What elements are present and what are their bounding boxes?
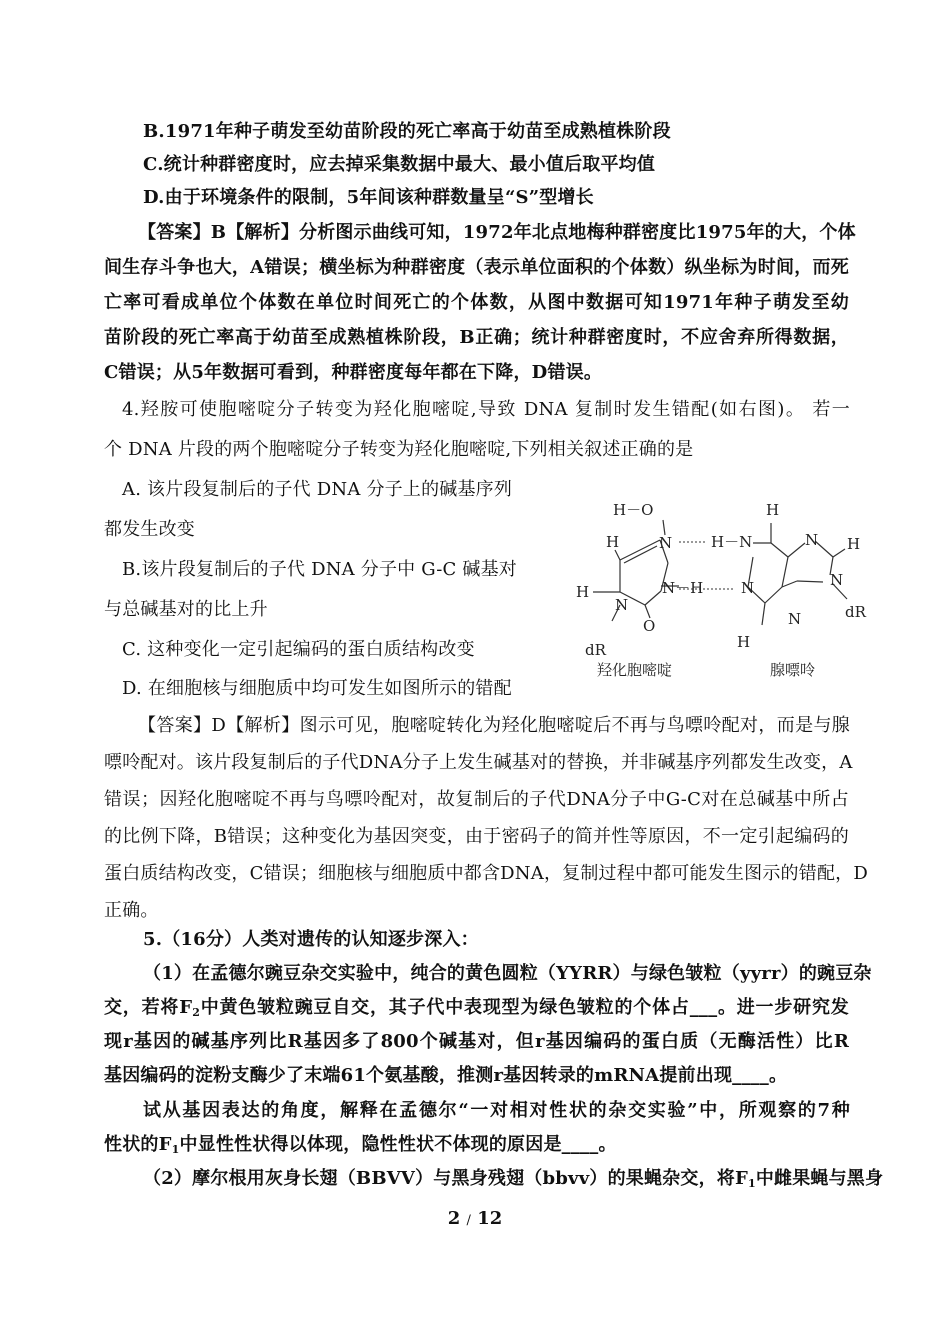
q5-part1-line-4: 基因编码的淀粉支酶少了末端61个氨基酸，推测r基因转录的mRNA提前出现____。 <box>104 1065 788 1086</box>
q5-part2-line-1: （2）摩尔根用灰身长翅（BBVV）与黑身残翅（bbvv）的果蝇杂交，将$F_1$中雌果蝇与黑身 <box>143 1168 884 1190</box>
svg-text:N: N <box>805 531 819 549</box>
q4-option-d-line: D. 在细胞核与细胞质中均可发生如图所示的错配 <box>122 678 512 699</box>
svg-text:N: N <box>659 534 673 552</box>
q4-option-a-line-1: A. 该片段复制后的子代 DNA 分子上的碱基序列 <box>122 479 513 500</box>
q5-part1-line-2: 交，若将$F_2$中黄色皱粒豌豆自交，其子代中表现型为绿色皱粒的个体占___。进一步研究发 <box>104 997 849 1019</box>
q4-option-b-line-1: B.该片段复制后的子代 DNA 分子中 G-C 碱基对 <box>122 559 517 580</box>
hydroxycytosine-label: 羟化胞嘧啶 <box>597 661 673 679</box>
svg-text:H－O: H－O <box>613 501 654 519</box>
base-pairing-diagram <box>565 495 870 685</box>
page-number: 2 / 12 <box>447 1208 503 1229</box>
question-5-heading: 5.（16分）人类对遗传的认知逐步深入： <box>143 929 479 950</box>
svg-text:H: H <box>847 535 861 553</box>
answer-3-line-2: 间生存斗争也大，A错误；横坐标为种群密度（表示单位面积的个体数）纵坐标为时间，而死 <box>104 257 849 278</box>
option-d-line: D.由于环境条件的限制，5年间该种群数量呈“S”型增长 <box>143 187 594 208</box>
svg-text:N: N <box>741 579 755 597</box>
q5-part1-line-1: （1）在孟德尔豌豆杂交实验中，纯合的黄色圆粒（YYRR）与绿色皱粒（yyrr）的豌豆杂 <box>143 963 872 984</box>
question-4-line-1: 4.羟胺可使胞嘧啶分子转变为羟化胞嘧啶,导致 DNA 复制时发生错配(如右图)。 若一 <box>122 399 850 420</box>
answer-3-line-4: 苗阶段的死亡率高于幼苗至成熟植株阶段，B正确；统计种群密度时，不应舍弃所得数据， <box>104 327 849 348</box>
svg-text:dR: dR <box>585 641 606 659</box>
svg-text:dR: dR <box>845 603 866 621</box>
q5-part1-line-3: 现r基因的碱基序列比R基因多了800个碱基对，但r基因编码的蛋白质（无酶活性）比R <box>104 1031 849 1052</box>
base-pairing-figure <box>565 495 870 685</box>
option-b-line: B.1971年种子萌发至幼苗阶段的死亡率高于幼苗至成熟植株阶段 <box>143 121 671 142</box>
answer-4-line-4: 的比例下降，B错误；这种变化为基因突变，由于密码子的简并性等原因，不一定引起编码的 <box>104 826 849 847</box>
option-c-line: C.统计种群密度时，应去掉采集数据中最大、最小值后取平均值 <box>143 154 656 175</box>
answer-4-line-3: 错误；因羟化胞嘧啶不再与鸟嘌呤配对，故复制后的子代DNA分子中G-C对在总碱基中所占 <box>104 789 849 810</box>
svg-text:O: O <box>643 617 656 635</box>
q4-option-c-line: C. 这种变化一定引起编码的蛋白质结构改变 <box>122 639 475 660</box>
q5-part1-line-6: 性状的$F_1$中显性性状得以体现，隐性性状不体现的原因是____。 <box>104 1134 617 1156</box>
q4-option-b-line-2: 与总碱基对的比上升 <box>104 599 268 620</box>
svg-text:N: N <box>788 610 802 628</box>
answer-3-line-3: 亡率可看成单位个体数在单位时间死亡的个体数，从图中数据可知1971年种子萌发至幼 <box>104 292 849 313</box>
svg-text:H: H <box>766 501 780 519</box>
answer-4-line-5: 蛋白质结构改变，C错误；细胞核与细胞质中都含DNA，复制过程中都可能发生图示的错配，D <box>104 863 868 884</box>
svg-text:N: N <box>830 571 844 589</box>
q5-part1-line-5: 试从基因表达的角度，解释在孟德尔“一对相对性状的杂交实验”中，所观察的7种 <box>143 1100 850 1121</box>
adenine-label: 腺嘌呤 <box>770 661 816 679</box>
svg-text:H: H <box>737 633 751 651</box>
answer-4-line-6: 正确。 <box>104 900 159 921</box>
svg-text:N: N <box>615 596 629 614</box>
svg-text:N－H: N－H <box>662 579 704 597</box>
q4-option-a-line-2: 都发生改变 <box>104 519 195 540</box>
answer-3-line-1: 【答案】B【解析】分析图示曲线可知，1972年北点地梅种群密度比1975年的大，个体 <box>138 222 856 243</box>
svg-text:H－N: H－N <box>711 533 753 551</box>
answer-3-line-5: C错误；从5年数据可看到，种群密度每年都在下降，D错误。 <box>104 362 603 383</box>
svg-text:H: H <box>576 583 590 601</box>
svg-text:H: H <box>606 533 620 551</box>
question-4-line-2: 个 DNA 片段的两个胞嘧啶分子转变为羟化胞嘧啶,下列相关叙述正确的是 <box>104 439 694 460</box>
answer-4-line-2: 嘌呤配对。该片段复制后的子代DNA分子上发生碱基对的替换，并非碱基序列都发生改变，A <box>104 752 853 773</box>
answer-4-line-1: 【答案】D【解析】图示可见，胞嘧啶转化为羟化胞嘧啶后不再与鸟嘌呤配对，而是与腺 <box>138 715 850 736</box>
